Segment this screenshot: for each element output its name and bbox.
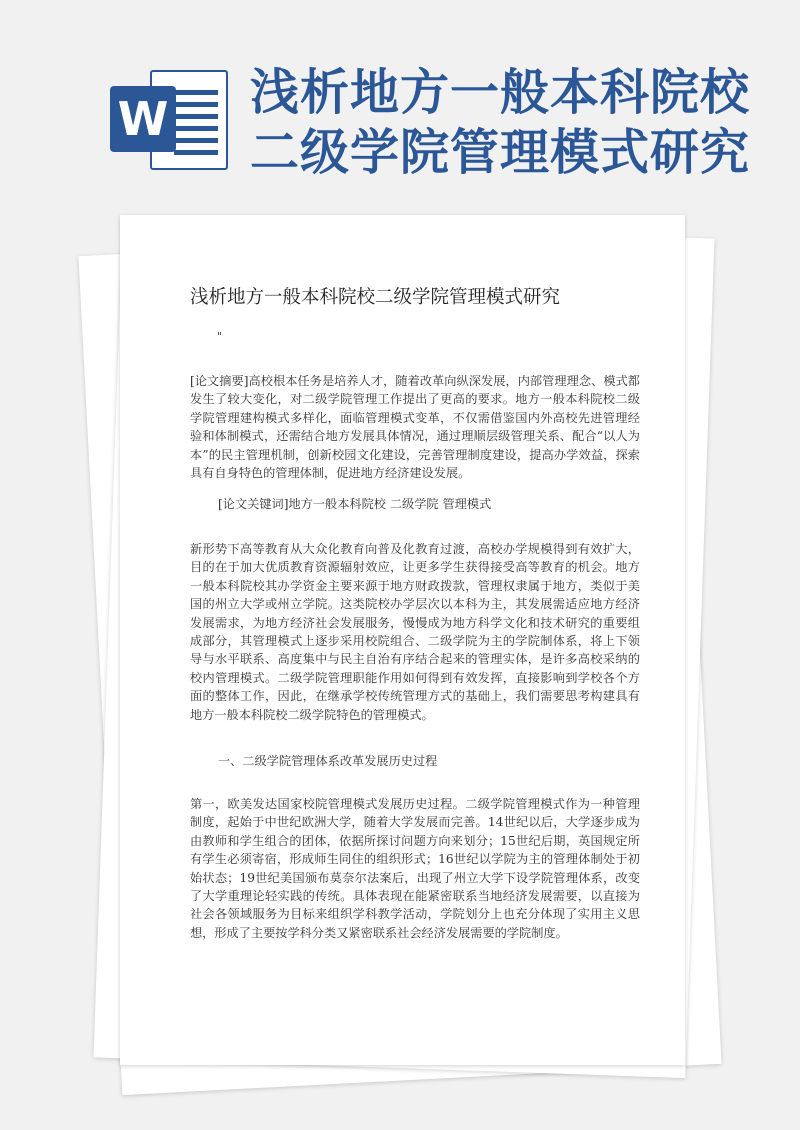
- banner: [0, 0, 800, 210]
- banner-title-line1: 浅析地方一般本科院校: [250, 63, 751, 121]
- keywords-line: [论文关键词]地方一般本科院校 二级学院 管理模式: [218, 497, 492, 511]
- document-title: 浅析地方一般本科院校二级学院管理模式研究: [190, 287, 561, 308]
- history-paragraph: 第一，欧美发达国家校院管理模式发展历史过程。二级学院管理模式作为一种管理制度，起始于中世纪欧洲大学，随着大学发展而完善。14世纪以后，大学逐步成为由教师和学生组合的团体，依据所探讨问题方向来划分；15世纪后期，英国规定所有学生必须寄宿，形成师生同住的组织形式；16世纪以学院为主的管理体制处于初始状态；19世纪美国颁布莫奈尔法案后，出现了州立大学下设学院管理体系，改变了大学重理论轻实践的传统。具体表现在能紧密联系当地经济发展需要，以直接为社会各领域服务为目标来组织学科教学活动，学院划分上也充分体现了实用主义思想，形成了主要按学科分类又紧密联系社会经济发展需要的学院制度。: [190, 797, 640, 940]
- section-heading: 一、二级学院管理体系改革发展历史过程: [218, 754, 438, 768]
- banner-title: [250, 62, 780, 182]
- banner-title-line2: 二级学院管理模式研究: [250, 123, 751, 181]
- abstract-paragraph: [论文摘要]高校根本任务是培养人才，随着改革向纵深发展，内部管理理念、模式都发生了较大变化，对二级学院管理工作提出了更高的要求。地方一般本科院校二级学院管理建构模式多样化，面临管理模式变革，不仅需借鉴国内外高校先进管理经验和体制模式，还需结合地方发展具体情况，通过理顺层级管理关系、配合“以人为本”的民主管理机制，创新校园文化建设，完善管理制度建设，提高办学效益，探索具有自身特色的管理体制，促进地方经济建设发展。: [190, 374, 640, 481]
- word-badge: W: [110, 86, 176, 152]
- stray-mark: ": [217, 330, 223, 343]
- word-icon: [110, 70, 228, 170]
- intro-paragraph: 新形势下高等教育从大众化教育向普及化教育过渡，高校办学规模得到有效扩大，目的在于加大优质教育资源辐射效应，让更多学生获得接受高等教育的机会。地方一般本科院校其办学资金主要来源于地方财政拨款，管理权隶属于地方，类似于美国的州立大学或州立学院。这类院校办学层次以本科为主，其发展需适应地方经济发展需求，为地方经济社会发展服务，慢慢成为地方科学文化和技术研究的重要组成部分，其管理模式上逐步采用校院组合、二级学院为主的学院制体系，将上下领导与水平联系、高度集中与民主自治有序结合起来的管理实体，是许多高校采纳的校内管理模式。二级学院管理职能作用如何得到有效发挥，直接影响到学校各个方面的整体工作，因此，在继承学校传统管理方式的基础上，我们需要思考构建具有地方一般本科院校二级学院特色的管理模式。: [190, 542, 640, 722]
